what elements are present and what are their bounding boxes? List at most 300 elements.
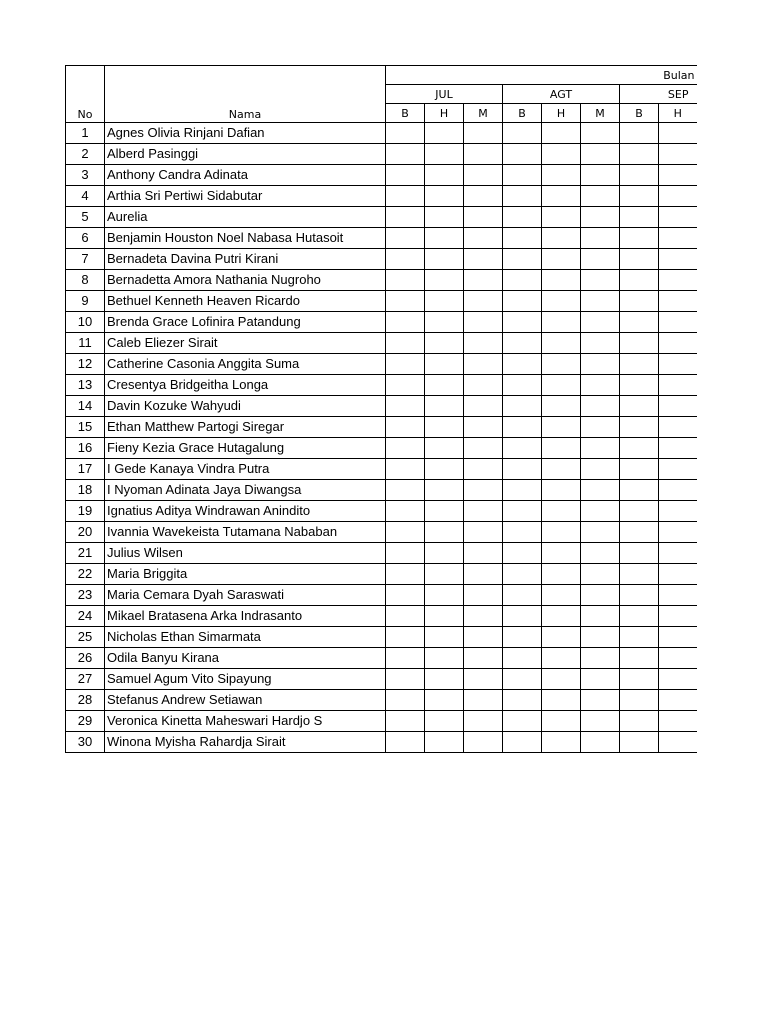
attendance-cell-sep-b[interactable] bbox=[620, 396, 659, 417]
attendance-cell-jul-m[interactable] bbox=[464, 354, 503, 375]
attendance-cell-jul-m[interactable] bbox=[464, 564, 503, 585]
student-name: Ignatius Aditya Windrawan Anindito bbox=[105, 501, 386, 522]
attendance-cell-sep-h[interactable] bbox=[659, 585, 697, 606]
attendance-cell-agt-b[interactable] bbox=[503, 396, 542, 417]
attendance-cell-jul-m[interactable] bbox=[464, 669, 503, 690]
attendance-cell-jul-m[interactable] bbox=[464, 501, 503, 522]
attendance-cell-jul-h[interactable] bbox=[425, 480, 464, 501]
header-sub-agt-m: M bbox=[581, 104, 620, 123]
attendance-cell-agt-b[interactable] bbox=[503, 144, 542, 165]
attendance-cell-sep-b[interactable] bbox=[620, 480, 659, 501]
attendance-cell-jul-b[interactable] bbox=[386, 375, 425, 396]
attendance-cell-jul-b[interactable] bbox=[386, 123, 425, 144]
attendance-cell-jul-b[interactable] bbox=[386, 186, 425, 207]
attendance-cell-agt-m[interactable] bbox=[581, 144, 620, 165]
attendance-cell-jul-m[interactable] bbox=[464, 207, 503, 228]
attendance-cell-agt-b[interactable] bbox=[503, 522, 542, 543]
attendance-cell-jul-m[interactable] bbox=[464, 480, 503, 501]
attendance-cell-agt-m[interactable] bbox=[581, 543, 620, 564]
attendance-cell-agt-m[interactable] bbox=[581, 186, 620, 207]
table-row bbox=[66, 270, 697, 291]
attendance-cell-jul-h[interactable] bbox=[425, 648, 464, 669]
row-number: 1 bbox=[66, 123, 105, 144]
attendance-cell-agt-m[interactable] bbox=[581, 501, 620, 522]
attendance-cell-agt-m[interactable] bbox=[581, 291, 620, 312]
attendance-table bbox=[65, 65, 697, 753]
attendance-cell-sep-b[interactable] bbox=[620, 522, 659, 543]
attendance-cell-agt-m[interactable] bbox=[581, 375, 620, 396]
attendance-cell-jul-m[interactable] bbox=[464, 144, 503, 165]
row-number: 30 bbox=[66, 732, 105, 753]
attendance-cell-jul-b[interactable] bbox=[386, 333, 425, 354]
row-number: 17 bbox=[66, 459, 105, 480]
attendance-cell-jul-b[interactable] bbox=[386, 417, 425, 438]
attendance-cell-jul-b[interactable] bbox=[386, 627, 425, 648]
attendance-cell-agt-b[interactable] bbox=[503, 585, 542, 606]
attendance-cell-agt-b[interactable] bbox=[503, 480, 542, 501]
attendance-cell-agt-m[interactable] bbox=[581, 480, 620, 501]
attendance-cell-sep-b[interactable] bbox=[620, 501, 659, 522]
attendance-cell-agt-m[interactable] bbox=[581, 249, 620, 270]
attendance-cell-sep-b[interactable] bbox=[620, 669, 659, 690]
student-name: Bernadetta Amora Nathania Nugroho bbox=[105, 270, 386, 291]
row-number: 24 bbox=[66, 606, 105, 627]
student-name: Arthia Sri Pertiwi Sidabutar bbox=[105, 186, 386, 207]
attendance-cell-agt-h[interactable] bbox=[542, 375, 581, 396]
row-number: 8 bbox=[66, 270, 105, 291]
attendance-cell-agt-m[interactable] bbox=[581, 711, 620, 732]
attendance-cell-agt-b[interactable] bbox=[503, 690, 542, 711]
student-name: Maria Briggita bbox=[105, 564, 386, 585]
attendance-cell-agt-h[interactable] bbox=[542, 669, 581, 690]
attendance-cell-jul-h[interactable] bbox=[425, 501, 464, 522]
attendance-cell-sep-b[interactable] bbox=[620, 627, 659, 648]
attendance-cell-sep-h[interactable] bbox=[659, 438, 697, 459]
attendance-cell-sep-b[interactable] bbox=[620, 270, 659, 291]
attendance-cell-jul-h[interactable] bbox=[425, 459, 464, 480]
attendance-cell-jul-b[interactable] bbox=[386, 711, 425, 732]
attendance-cell-jul-h[interactable] bbox=[425, 732, 464, 753]
attendance-cell-jul-b[interactable] bbox=[386, 207, 425, 228]
row-number: 20 bbox=[66, 522, 105, 543]
attendance-cell-jul-m[interactable] bbox=[464, 396, 503, 417]
attendance-cell-jul-m[interactable] bbox=[464, 291, 503, 312]
attendance-cell-jul-h[interactable] bbox=[425, 228, 464, 249]
attendance-cell-sep-b[interactable] bbox=[620, 732, 659, 753]
attendance-cell-agt-m[interactable] bbox=[581, 270, 620, 291]
header-month-jul: JUL bbox=[386, 85, 503, 104]
attendance-cell-sep-h[interactable] bbox=[659, 249, 697, 270]
attendance-cell-agt-h[interactable] bbox=[542, 186, 581, 207]
student-name: Anthony Candra Adinata bbox=[105, 165, 386, 186]
student-name: Caleb Eliezer Sirait bbox=[105, 333, 386, 354]
attendance-cell-agt-h[interactable] bbox=[542, 396, 581, 417]
attendance-cell-jul-h[interactable] bbox=[425, 543, 464, 564]
attendance-cell-agt-b[interactable] bbox=[503, 732, 542, 753]
attendance-cell-jul-b[interactable] bbox=[386, 564, 425, 585]
attendance-cell-agt-b[interactable] bbox=[503, 711, 542, 732]
attendance-cell-agt-b[interactable] bbox=[503, 333, 542, 354]
attendance-cell-jul-m[interactable] bbox=[464, 585, 503, 606]
header-bulan: Bulan bbox=[386, 66, 697, 85]
table-row bbox=[66, 417, 697, 438]
attendance-cell-jul-h[interactable] bbox=[425, 333, 464, 354]
attendance-cell-agt-h[interactable] bbox=[542, 249, 581, 270]
row-number: 26 bbox=[66, 648, 105, 669]
attendance-cell-agt-m[interactable] bbox=[581, 207, 620, 228]
row-number: 10 bbox=[66, 312, 105, 333]
attendance-cell-agt-m[interactable] bbox=[581, 564, 620, 585]
attendance-cell-agt-h[interactable] bbox=[542, 564, 581, 585]
attendance-cell-agt-h[interactable] bbox=[542, 333, 581, 354]
attendance-cell-agt-b[interactable] bbox=[503, 669, 542, 690]
attendance-cell-jul-b[interactable] bbox=[386, 459, 425, 480]
student-name: Nicholas Ethan Simarmata bbox=[105, 627, 386, 648]
attendance-cell-agt-h[interactable] bbox=[542, 711, 581, 732]
attendance-cell-jul-h[interactable] bbox=[425, 291, 464, 312]
attendance-cell-jul-b[interactable] bbox=[386, 480, 425, 501]
attendance-cell-agt-m[interactable] bbox=[581, 585, 620, 606]
attendance-cell-sep-b[interactable] bbox=[620, 375, 659, 396]
student-name: Stefanus Andrew Setiawan bbox=[105, 690, 386, 711]
row-number: 16 bbox=[66, 438, 105, 459]
attendance-cell-agt-m[interactable] bbox=[581, 333, 620, 354]
attendance-cell-sep-b[interactable] bbox=[620, 459, 659, 480]
attendance-cell-jul-h[interactable] bbox=[425, 438, 464, 459]
attendance-cell-sep-b[interactable] bbox=[620, 228, 659, 249]
attendance-cell-sep-h[interactable] bbox=[659, 165, 697, 186]
header-sub-jul-b: B bbox=[386, 104, 425, 123]
attendance-cell-sep-b[interactable] bbox=[620, 690, 659, 711]
attendance-cell-jul-h[interactable] bbox=[425, 270, 464, 291]
attendance-cell-sep-h[interactable] bbox=[659, 291, 697, 312]
attendance-cell-agt-h[interactable] bbox=[542, 291, 581, 312]
attendance-cell-jul-h[interactable] bbox=[425, 522, 464, 543]
attendance-cell-jul-m[interactable] bbox=[464, 438, 503, 459]
attendance-cell-jul-m[interactable] bbox=[464, 186, 503, 207]
attendance-cell-sep-b[interactable] bbox=[620, 186, 659, 207]
attendance-cell-jul-b[interactable] bbox=[386, 312, 425, 333]
attendance-cell-sep-h[interactable] bbox=[659, 375, 697, 396]
header-sub-jul-m: M bbox=[464, 104, 503, 123]
attendance-cell-jul-h[interactable] bbox=[425, 396, 464, 417]
attendance-cell-agt-m[interactable] bbox=[581, 165, 620, 186]
attendance-cell-jul-m[interactable] bbox=[464, 711, 503, 732]
attendance-cell-jul-m[interactable] bbox=[464, 228, 503, 249]
attendance-cell-agt-b[interactable] bbox=[503, 186, 542, 207]
attendance-cell-agt-m[interactable] bbox=[581, 396, 620, 417]
attendance-cell-agt-h[interactable] bbox=[542, 228, 581, 249]
row-number: 23 bbox=[66, 585, 105, 606]
attendance-cell-jul-h[interactable] bbox=[425, 165, 464, 186]
header-sub-sep-h: H bbox=[659, 104, 697, 123]
attendance-cell-jul-m[interactable] bbox=[464, 249, 503, 270]
attendance-cell-agt-b[interactable] bbox=[503, 270, 542, 291]
table-row bbox=[66, 354, 697, 375]
attendance-cell-agt-h[interactable] bbox=[542, 543, 581, 564]
attendance-cell-agt-m[interactable] bbox=[581, 669, 620, 690]
attendance-cell-sep-h[interactable] bbox=[659, 123, 697, 144]
attendance-cell-agt-h[interactable] bbox=[542, 144, 581, 165]
attendance-cell-sep-h[interactable] bbox=[659, 417, 697, 438]
attendance-cell-sep-b[interactable] bbox=[620, 606, 659, 627]
attendance-cell-agt-h[interactable] bbox=[542, 354, 581, 375]
attendance-cell-agt-b[interactable] bbox=[503, 165, 542, 186]
row-number: 9 bbox=[66, 291, 105, 312]
attendance-cell-sep-b[interactable] bbox=[620, 312, 659, 333]
student-name: Veronica Kinetta Maheswari Hardjo S bbox=[105, 711, 386, 732]
header-row-bulan bbox=[66, 66, 697, 85]
attendance-cell-agt-b[interactable] bbox=[503, 564, 542, 585]
row-number: 27 bbox=[66, 669, 105, 690]
table-row bbox=[66, 375, 697, 396]
attendance-cell-agt-m[interactable] bbox=[581, 123, 620, 144]
attendance-cell-jul-b[interactable] bbox=[386, 522, 425, 543]
row-number: 5 bbox=[66, 207, 105, 228]
table-row bbox=[66, 648, 697, 669]
attendance-cell-jul-b[interactable] bbox=[386, 270, 425, 291]
header-month-sep: SEP bbox=[620, 85, 697, 104]
attendance-cell-sep-h[interactable] bbox=[659, 564, 697, 585]
attendance-cell-agt-b[interactable] bbox=[503, 417, 542, 438]
student-name: Agnes Olivia Rinjani Dafian bbox=[105, 123, 386, 144]
attendance-cell-sep-b[interactable] bbox=[620, 438, 659, 459]
attendance-cell-sep-b[interactable] bbox=[620, 144, 659, 165]
attendance-cell-agt-b[interactable] bbox=[503, 459, 542, 480]
attendance-cell-jul-h[interactable] bbox=[425, 564, 464, 585]
attendance-cell-agt-m[interactable] bbox=[581, 417, 620, 438]
attendance-cell-jul-h[interactable] bbox=[425, 711, 464, 732]
table-row bbox=[66, 249, 697, 270]
table-row bbox=[66, 186, 697, 207]
attendance-cell-agt-m[interactable] bbox=[581, 312, 620, 333]
student-name: Alberd Pasinggi bbox=[105, 144, 386, 165]
attendance-cell-sep-b[interactable] bbox=[620, 291, 659, 312]
header-month-agt: AGT bbox=[503, 85, 620, 104]
attendance-cell-sep-b[interactable] bbox=[620, 417, 659, 438]
attendance-cell-agt-b[interactable] bbox=[503, 627, 542, 648]
attendance-cell-agt-h[interactable] bbox=[542, 732, 581, 753]
attendance-cell-sep-b[interactable] bbox=[620, 333, 659, 354]
attendance-cell-jul-b[interactable] bbox=[386, 291, 425, 312]
attendance-cell-jul-m[interactable] bbox=[464, 375, 503, 396]
attendance-cell-jul-m[interactable] bbox=[464, 606, 503, 627]
attendance-cell-sep-h[interactable] bbox=[659, 270, 697, 291]
attendance-cell-agt-h[interactable] bbox=[542, 648, 581, 669]
attendance-cell-agt-b[interactable] bbox=[503, 249, 542, 270]
attendance-cell-jul-h[interactable] bbox=[425, 144, 464, 165]
attendance-cell-jul-b[interactable] bbox=[386, 228, 425, 249]
attendance-cell-jul-m[interactable] bbox=[464, 543, 503, 564]
attendance-cell-jul-b[interactable] bbox=[386, 354, 425, 375]
attendance-cell-agt-m[interactable] bbox=[581, 648, 620, 669]
header-sub-jul-h: H bbox=[425, 104, 464, 123]
attendance-cell-agt-m[interactable] bbox=[581, 732, 620, 753]
attendance-cell-sep-h[interactable] bbox=[659, 186, 697, 207]
attendance-cell-agt-b[interactable] bbox=[503, 354, 542, 375]
attendance-cell-jul-h[interactable] bbox=[425, 690, 464, 711]
attendance-cell-sep-b[interactable] bbox=[620, 165, 659, 186]
attendance-cell-sep-h[interactable] bbox=[659, 396, 697, 417]
attendance-cell-agt-m[interactable] bbox=[581, 627, 620, 648]
attendance-cell-agt-m[interactable] bbox=[581, 228, 620, 249]
attendance-cell-jul-h[interactable] bbox=[425, 354, 464, 375]
attendance-cell-sep-h[interactable] bbox=[659, 480, 697, 501]
attendance-cell-agt-h[interactable] bbox=[542, 417, 581, 438]
attendance-cell-agt-h[interactable] bbox=[542, 459, 581, 480]
attendance-cell-agt-b[interactable] bbox=[503, 606, 542, 627]
attendance-cell-jul-b[interactable] bbox=[386, 606, 425, 627]
attendance-cell-sep-b[interactable] bbox=[620, 543, 659, 564]
attendance-cell-jul-m[interactable] bbox=[464, 522, 503, 543]
attendance-cell-agt-h[interactable] bbox=[542, 312, 581, 333]
attendance-cell-agt-b[interactable] bbox=[503, 312, 542, 333]
attendance-cell-sep-h[interactable] bbox=[659, 207, 697, 228]
row-number: 3 bbox=[66, 165, 105, 186]
student-name: Fieny Kezia Grace Hutagalung bbox=[105, 438, 386, 459]
header-sub-sep-b: B bbox=[620, 104, 659, 123]
attendance-cell-sep-h[interactable] bbox=[659, 543, 697, 564]
attendance-cell-jul-h[interactable] bbox=[425, 606, 464, 627]
attendance-cell-jul-h[interactable] bbox=[425, 123, 464, 144]
table-row bbox=[66, 207, 697, 228]
row-number: 11 bbox=[66, 333, 105, 354]
student-name: Ivannia Wavekeista Tutamana Nababan bbox=[105, 522, 386, 543]
attendance-cell-agt-m[interactable] bbox=[581, 522, 620, 543]
attendance-cell-sep-b[interactable] bbox=[620, 354, 659, 375]
student-name: Davin Kozuke Wahyudi bbox=[105, 396, 386, 417]
table-row bbox=[66, 522, 697, 543]
attendance-cell-sep-b[interactable] bbox=[620, 648, 659, 669]
attendance-cell-sep-h[interactable] bbox=[659, 333, 697, 354]
attendance-cell-jul-m[interactable] bbox=[464, 732, 503, 753]
attendance-cell-jul-m[interactable] bbox=[464, 312, 503, 333]
attendance-cell-sep-b[interactable] bbox=[620, 249, 659, 270]
attendance-cell-sep-b[interactable] bbox=[620, 207, 659, 228]
attendance-cell-jul-h[interactable] bbox=[425, 627, 464, 648]
attendance-cell-agt-h[interactable] bbox=[542, 606, 581, 627]
attendance-cell-sep-b[interactable] bbox=[620, 711, 659, 732]
attendance-cell-sep-b[interactable] bbox=[620, 123, 659, 144]
student-name: Bethuel Kenneth Heaven Ricardo bbox=[105, 291, 386, 312]
attendance-cell-agt-b[interactable] bbox=[503, 123, 542, 144]
attendance-cell-jul-h[interactable] bbox=[425, 669, 464, 690]
attendance-cell-sep-h[interactable] bbox=[659, 732, 697, 753]
attendance-cell-agt-h[interactable] bbox=[542, 207, 581, 228]
attendance-cell-sep-h[interactable] bbox=[659, 669, 697, 690]
attendance-cell-agt-h[interactable] bbox=[542, 585, 581, 606]
row-number: 28 bbox=[66, 690, 105, 711]
attendance-cell-agt-m[interactable] bbox=[581, 459, 620, 480]
row-number: 4 bbox=[66, 186, 105, 207]
attendance-cell-jul-b[interactable] bbox=[386, 669, 425, 690]
attendance-cell-sep-h[interactable] bbox=[659, 459, 697, 480]
attendance-cell-sep-h[interactable] bbox=[659, 501, 697, 522]
attendance-cell-jul-m[interactable] bbox=[464, 165, 503, 186]
attendance-cell-jul-b[interactable] bbox=[386, 585, 425, 606]
header-nama: Nama bbox=[105, 66, 386, 123]
attendance-cell-jul-b[interactable] bbox=[386, 732, 425, 753]
attendance-cell-agt-b[interactable] bbox=[503, 375, 542, 396]
attendance-cell-sep-b[interactable] bbox=[620, 585, 659, 606]
attendance-cell-jul-m[interactable] bbox=[464, 333, 503, 354]
attendance-cell-agt-h[interactable] bbox=[542, 480, 581, 501]
attendance-cell-agt-h[interactable] bbox=[542, 501, 581, 522]
attendance-cell-sep-h[interactable] bbox=[659, 144, 697, 165]
attendance-cell-jul-b[interactable] bbox=[386, 690, 425, 711]
attendance-cell-agt-b[interactable] bbox=[503, 543, 542, 564]
attendance-cell-sep-h[interactable] bbox=[659, 690, 697, 711]
attendance-cell-agt-b[interactable] bbox=[503, 207, 542, 228]
attendance-cell-jul-b[interactable] bbox=[386, 396, 425, 417]
attendance-cell-agt-b[interactable] bbox=[503, 648, 542, 669]
attendance-cell-agt-h[interactable] bbox=[542, 522, 581, 543]
attendance-cell-sep-h[interactable] bbox=[659, 354, 697, 375]
attendance-cell-jul-b[interactable] bbox=[386, 144, 425, 165]
attendance-cell-jul-h[interactable] bbox=[425, 249, 464, 270]
attendance-cell-jul-b[interactable] bbox=[386, 249, 425, 270]
attendance-cell-agt-m[interactable] bbox=[581, 606, 620, 627]
row-number: 7 bbox=[66, 249, 105, 270]
attendance-cell-jul-b[interactable] bbox=[386, 165, 425, 186]
attendance-cell-agt-m[interactable] bbox=[581, 354, 620, 375]
attendance-cell-jul-b[interactable] bbox=[386, 648, 425, 669]
attendance-cell-jul-h[interactable] bbox=[425, 585, 464, 606]
attendance-cell-jul-b[interactable] bbox=[386, 438, 425, 459]
attendance-cell-jul-b[interactable] bbox=[386, 543, 425, 564]
attendance-cell-sep-h[interactable] bbox=[659, 228, 697, 249]
attendance-cell-agt-h[interactable] bbox=[542, 270, 581, 291]
student-name: Brenda Grace Lofinira Patandung bbox=[105, 312, 386, 333]
attendance-cell-agt-m[interactable] bbox=[581, 690, 620, 711]
attendance-cell-sep-h[interactable] bbox=[659, 711, 697, 732]
attendance-cell-sep-h[interactable] bbox=[659, 648, 697, 669]
attendance-cell-agt-h[interactable] bbox=[542, 165, 581, 186]
attendance-cell-jul-m[interactable] bbox=[464, 270, 503, 291]
attendance-cell-agt-h[interactable] bbox=[542, 627, 581, 648]
attendance-cell-agt-h[interactable] bbox=[542, 438, 581, 459]
row-number: 22 bbox=[66, 564, 105, 585]
attendance-cell-jul-h[interactable] bbox=[425, 186, 464, 207]
attendance-cell-jul-h[interactable] bbox=[425, 375, 464, 396]
attendance-cell-jul-b[interactable] bbox=[386, 501, 425, 522]
row-number: 12 bbox=[66, 354, 105, 375]
attendance-cell-sep-b[interactable] bbox=[620, 564, 659, 585]
student-name: Cresentya Bridgeitha Longa bbox=[105, 375, 386, 396]
attendance-cell-agt-h[interactable] bbox=[542, 123, 581, 144]
table-row bbox=[66, 627, 697, 648]
attendance-cell-agt-b[interactable] bbox=[503, 438, 542, 459]
attendance-cell-sep-h[interactable] bbox=[659, 312, 697, 333]
attendance-cell-jul-m[interactable] bbox=[464, 648, 503, 669]
attendance-cell-jul-m[interactable] bbox=[464, 459, 503, 480]
attendance-cell-jul-m[interactable] bbox=[464, 627, 503, 648]
attendance-cell-sep-h[interactable] bbox=[659, 522, 697, 543]
attendance-cell-sep-h[interactable] bbox=[659, 627, 697, 648]
attendance-cell-agt-b[interactable] bbox=[503, 228, 542, 249]
attendance-cell-agt-b[interactable] bbox=[503, 501, 542, 522]
attendance-cell-agt-b[interactable] bbox=[503, 291, 542, 312]
attendance-cell-sep-h[interactable] bbox=[659, 606, 697, 627]
attendance-cell-jul-h[interactable] bbox=[425, 312, 464, 333]
attendance-cell-agt-h[interactable] bbox=[542, 690, 581, 711]
attendance-cell-jul-m[interactable] bbox=[464, 417, 503, 438]
attendance-cell-agt-m[interactable] bbox=[581, 438, 620, 459]
attendance-cell-jul-m[interactable] bbox=[464, 123, 503, 144]
attendance-cell-jul-m[interactable] bbox=[464, 690, 503, 711]
attendance-cell-jul-h[interactable] bbox=[425, 417, 464, 438]
attendance-cell-jul-h[interactable] bbox=[425, 207, 464, 228]
